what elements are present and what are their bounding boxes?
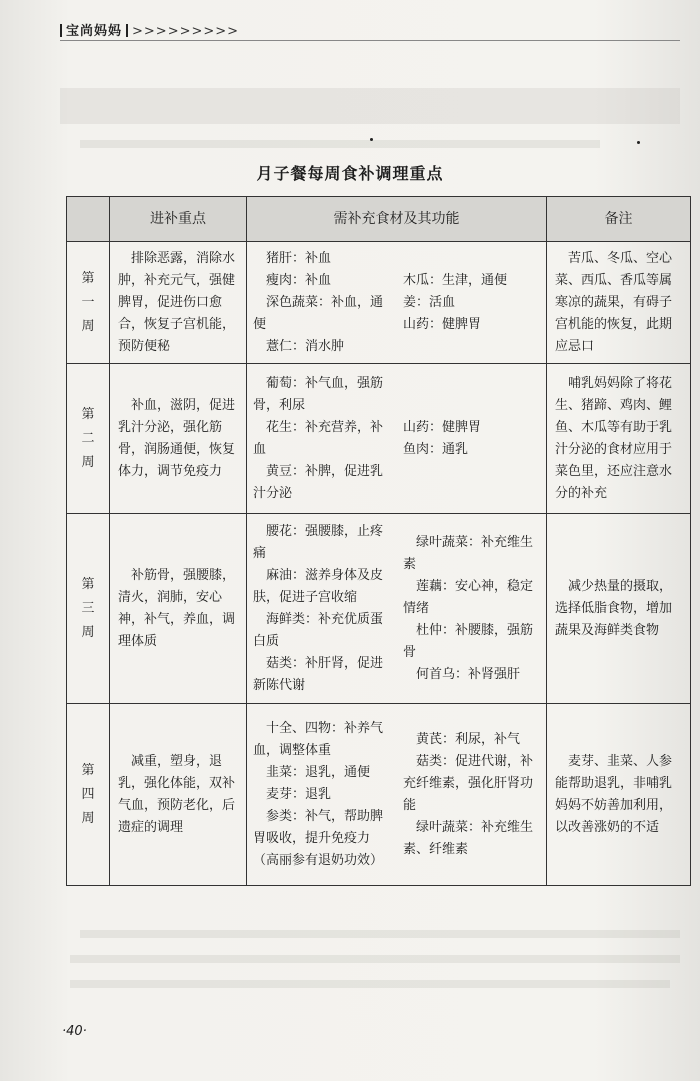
weekly-diet-table: [66, 196, 691, 886]
food-item: 杜仲：补腰膝，强筋骨: [403, 622, 534, 660]
bleed-through-line: [70, 955, 680, 963]
food-item: 山药：健脾胃: [403, 419, 482, 435]
food-item: 木瓜：生津，通便: [403, 272, 508, 288]
food-item: 腰花：强腰膝，止疼痛: [253, 523, 384, 561]
week-char: 周: [81, 624, 95, 640]
ink-dot: [370, 138, 373, 141]
bleed-through-band: [60, 88, 680, 124]
week-label: [67, 514, 110, 704]
week-char: 二: [81, 430, 95, 446]
food-item: 绿叶蔬菜：补充维生素: [403, 534, 534, 572]
food-item: 黄豆：补脾，促进乳汁分泌: [253, 463, 384, 501]
note-cell: 减少热量的摄取，选择低脂食物，增加蔬果及海鲜类食物: [547, 514, 691, 704]
table-header-row: [67, 197, 691, 242]
week-char: 第: [81, 762, 95, 778]
foods-left: [247, 718, 395, 872]
focus-cell: 补血，滋阴，促进乳汁分泌，强化筋骨，润肠通便，恢复体力，调节免疫力: [110, 364, 247, 514]
header-cell-focus: 进补重点: [110, 197, 247, 242]
food-item: 参类：补气，帮助脾胃吸收，提升免疫力（高丽参有退奶功效）: [253, 808, 384, 868]
food-item: 黄芪：利尿，补气: [416, 731, 521, 747]
week-char: 周: [81, 318, 95, 334]
bleed-through-line: [70, 980, 670, 988]
foods-left: [247, 248, 395, 358]
page-number: ·40·: [62, 1024, 87, 1039]
week-char: 第: [81, 406, 95, 422]
food-item: 十全、四物：补养气血，调整体重: [253, 720, 384, 758]
focus-cell: 排除恶露，消除水肿，补充元气，强健脾胃，促进伤口愈合，恢复子宫机能，预防便秘: [110, 242, 247, 364]
header-cell-foods: 需补充食材及其功能: [247, 197, 547, 242]
foods-left: [247, 521, 395, 697]
week-char: 四: [81, 786, 95, 802]
running-header: [60, 20, 239, 39]
food-item: 菇类：促进代谢，补充纤维素，强化肝肾功能: [403, 753, 534, 813]
focus-cell: 减重，塑身，退乳，强化体能，双补气血，预防老化，后遗症的调理: [110, 704, 247, 886]
food-item: 韭菜：退乳，通便: [266, 764, 371, 780]
food-item: 绿叶蔬菜：补充维生素、纤维素: [403, 819, 534, 857]
food-item: 山药：健脾胃: [403, 316, 482, 332]
week-label: [67, 364, 110, 514]
food-item: 麦芽：退乳: [266, 786, 332, 802]
foods-cell: [247, 242, 547, 364]
focus-cell: 补筋骨，强腰膝，清火，润肺，安心神，补气，养血，调理体质: [110, 514, 247, 704]
week-char: 周: [81, 454, 95, 470]
week-char: 第: [81, 270, 95, 286]
table-row: [67, 514, 691, 704]
table-title: 月子餐每周食补调理重点: [256, 164, 444, 183]
week-char: 第: [81, 576, 95, 592]
food-item: 瘦肉：补血: [266, 272, 332, 288]
food-item: 猪肝：补血: [266, 250, 332, 266]
note-cell: 苦瓜、冬瓜、空心菜、西瓜、香瓜等属寒凉的蔬果，有碍子宫机能的恢复，此期应忌口: [547, 242, 691, 364]
header-arrows: >>>>>>>>>: [132, 24, 240, 39]
foods-cell: [247, 514, 547, 704]
header-cell-note: 备注: [547, 197, 691, 242]
table-row: [67, 704, 691, 886]
week-char: 一: [81, 294, 95, 310]
foods-cell: [247, 704, 547, 886]
header-bar: [60, 24, 62, 37]
food-item: 菇类：补肝肾，促进新陈代谢: [253, 655, 384, 693]
foods-right: [395, 417, 545, 461]
header-cell-week: [67, 197, 110, 242]
food-item: 葡萄：补气血，强筋骨，利尿: [253, 375, 384, 413]
week-char: 三: [81, 600, 95, 616]
week-label: [67, 242, 110, 364]
bleed-through-line: [80, 140, 600, 148]
food-item: 何首乌：补肾强肝: [416, 666, 521, 682]
note-cell: 麦芽、韭菜、人参能帮助退乳，非哺乳妈妈不妨善加利用，以改善涨奶的不适: [547, 704, 691, 886]
header-book-title: 宝尚妈妈: [66, 24, 123, 39]
food-item: 麻油：滋养身体及皮肤，促进子宫收缩: [253, 567, 384, 605]
week-label: [67, 704, 110, 886]
food-item: 花生：补充营养，补血: [253, 419, 384, 457]
table-row: [67, 364, 691, 514]
food-item: 鱼肉：通乳: [403, 441, 469, 457]
foods-right: [395, 270, 545, 336]
food-item: 深色蔬菜：补血，通便: [253, 294, 384, 332]
food-item: 姜：活血: [403, 294, 456, 310]
foods-right: [395, 729, 545, 861]
note-cell: 哺乳妈妈除了将花生、猪蹄、鸡肉、鲤鱼、木瓜等有助于乳汁分泌的食材应用于菜色里，还应注意水分的补充: [547, 364, 691, 514]
week-char: 周: [81, 810, 95, 826]
bleed-through-line: [80, 930, 680, 938]
header-rule: [60, 40, 680, 41]
food-item: 莲藕：安心神，稳定情绪: [403, 578, 534, 616]
table-row: [67, 242, 691, 364]
ink-dot: [637, 141, 640, 144]
foods-left: [247, 373, 395, 505]
foods-right: [395, 532, 545, 686]
food-item: 薏仁：消水肿: [266, 338, 345, 354]
header-separator: [126, 24, 128, 37]
foods-cell: [247, 364, 547, 514]
food-item: 海鲜类：补充优质蛋白质: [253, 611, 384, 649]
